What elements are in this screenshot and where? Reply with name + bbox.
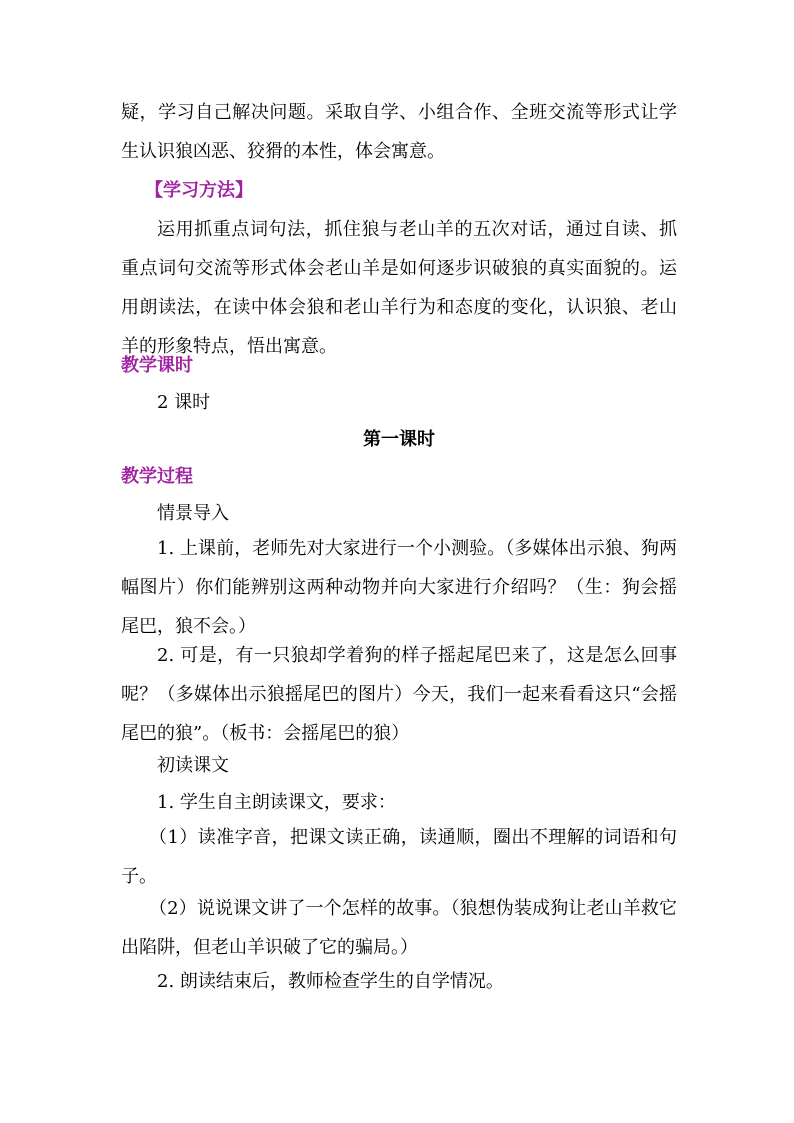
- process-heading: 教学过程: [121, 466, 193, 487]
- intro-item-2: 2. 可是，有一只狼却学着狗的样子摇起尾巴来了，这是怎么回事呢？（多媒体出示狼摇尾巴的图片）今天，我们一起来看看这只“会摇尾巴的狼”。（板书：会摇尾巴的狼）: [121, 645, 677, 744]
- reading-item-1: 1. 学生自主朗读课文，要求：: [157, 792, 396, 813]
- lesson-title: 第一课时: [363, 429, 435, 450]
- intro-item-1: 1. 上课前，老师先对大家进行一个小测验。（多媒体出示狼、狗两幅图片）你们能辨别这两种动物并向大家进行介绍吗？（生：狗会摇尾巴，狼不会。）: [121, 538, 677, 637]
- method-paragraph: 运用抓重点词句法，抓住狼与老山羊的五次对话，通过自读、抓重点词句交流等形式体会老山羊是如何逐步识破狼的真实面貌的。运用朗读法，在读中体会狼和老山羊行为和态度的变化，认识狼、老山羊的形象特点，悟出寓意。: [121, 219, 677, 357]
- section-title-intro: 情景导入: [157, 503, 229, 524]
- hours-heading: 教学课时: [121, 355, 193, 376]
- reading-subitem-1: （1）读准字音，把课文读正确，读通顺，圈出不理解的词语和句子。: [121, 827, 677, 887]
- reading-subitem-2: （2）说说课文讲了一个怎样的故事。（狼想伪装成狗让老山羊救它出陷阱，但老山羊识破了它的骗局。）: [121, 898, 677, 958]
- hours-value: 2 课时: [157, 392, 211, 413]
- reading-item-2: 2. 朗读结束后，教师检查学生的自学情况。: [157, 971, 504, 992]
- method-heading: 【学习方法】: [145, 180, 253, 201]
- intro-paragraph: 疑，学习自己解决问题。采取自学、小组合作、全班交流等形式让学生认识狼凶恶、狡猾的本性，体会寓意。: [121, 102, 677, 162]
- section-title-first-reading: 初读课文: [157, 755, 229, 776]
